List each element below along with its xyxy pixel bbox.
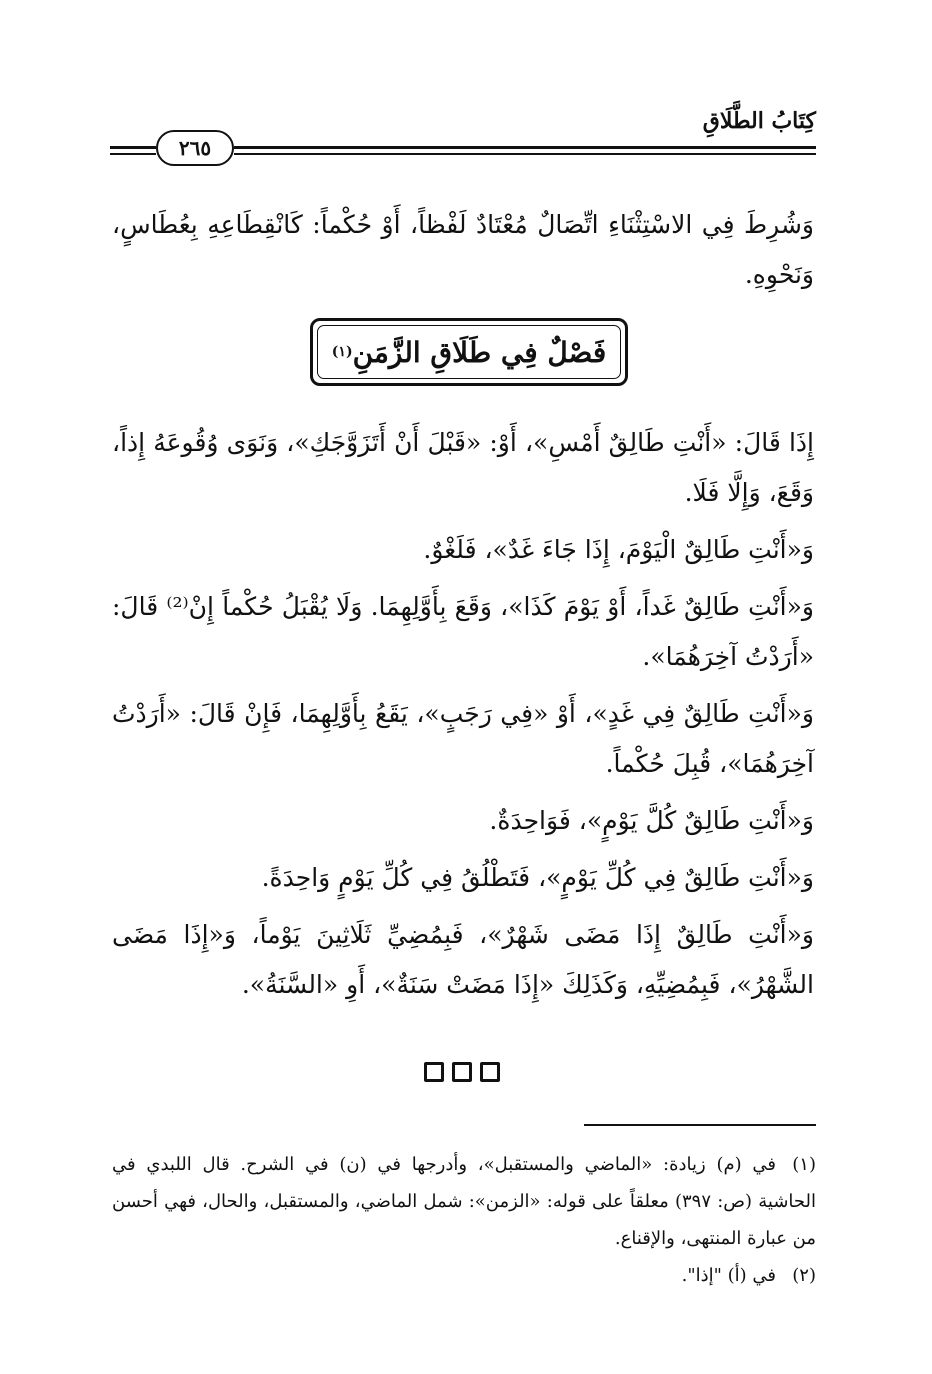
section-heading bbox=[317, 325, 621, 379]
paragraph: وَشُرِطَ فِي الاسْتِثْنَاءِ اتِّصَالٌ مُعْتَادٌ لَفْظاً، أَوْ حُكْماً: كَانْقِطَاعِهِ بِعُطَاسٍ، وَنَحْوِهِ. bbox=[112, 210, 814, 289]
header-rule bbox=[110, 153, 156, 155]
header-rule bbox=[234, 146, 816, 149]
book-title: كِتَابُ الطَّلَاقِ bbox=[702, 108, 816, 134]
footnote-ref: (١) bbox=[331, 344, 353, 360]
header-rule bbox=[110, 146, 156, 149]
footnote-separator bbox=[584, 1124, 816, 1126]
paragraph: وَ«أَنْتِ طَالِقٌ غَداً، أَوْ يَوْمَ كَذَا»، وَقَعَ بِأَوَّلِهِمَا. وَلَا يُقْبَلُ حُكْماً إِنْ⁽²⁾ قَالَ: «أَرَدْتُ آخِرَهُمَا». bbox=[112, 592, 814, 671]
footnote-number: (٢) bbox=[792, 1265, 816, 1286]
square-ornament-icon bbox=[480, 1062, 500, 1082]
footnote bbox=[112, 1257, 816, 1294]
footnote bbox=[112, 1146, 816, 1257]
paragraph: إِذَا قَالَ: «أَنْتِ طَالِقٌ أَمْسِ»، أَوْ: «قَبْلَ أَنْ أَتَزَوَّجَكِ»، وَنَوَى وُقُوعَهُ إِذاً، وَقَعَ، وَإِلَّا فَلَا. bbox=[112, 428, 814, 507]
section-end-ornament bbox=[424, 1062, 524, 1088]
square-ornament-icon bbox=[452, 1062, 472, 1082]
page-number: ٢٦٥ bbox=[156, 130, 234, 166]
footnote-number: (١) bbox=[792, 1154, 816, 1175]
section-heading-text: فَصْلٌ فِي طَلَاقِ الزَّمَنِ bbox=[352, 335, 607, 369]
body-text bbox=[112, 418, 814, 1017]
paragraph: وَ«أَنْتِ طَالِقٌ فِي غَدٍ»، أَوْ «فِي رَجَبٍ»، يَقَعُ بِأَوَّلِهِمَا، فَإِنْ قَالَ: «أَرَدْتُ آخِرَهُمَا»، قُبِلَ حُكْماً. bbox=[112, 699, 814, 778]
running-header bbox=[110, 108, 816, 158]
footnote-text: في (م) زيادة: «الماضي والمستقبل»، وأدرجها في (ن) في الشرح. قال اللبدي في الحاشية (ص: ٣٩٧) معلقاً على قوله: «الزمن»: شمل الماضي، والمستقبل، والحال، فهي أحسن من عبارة المنتهى، والإقناع. bbox=[112, 1154, 817, 1249]
footnote-text: في (أ) "إذا". bbox=[681, 1265, 776, 1286]
paragraph: وَ«أَنْتِ طَالِقٌ كُلَّ يَوْمٍ»، فَوَاحِدَةٌ. bbox=[489, 806, 814, 835]
paragraph: وَ«أَنْتِ طَالِقٌ فِي كُلِّ يَوْمٍ»، فَتَطْلُقُ فِي كُلِّ يَوْمٍ وَاحِدَةً. bbox=[261, 863, 814, 892]
header-rule bbox=[234, 153, 816, 155]
footnotes bbox=[112, 1146, 816, 1294]
paragraph: وَ«أَنْتِ طَالِقٌ إِذَا مَضَى شَهْرٌ»، فَبِمُضِيِّ ثَلَاثِينَ يَوْماً، وَ«إِذَا مَضَى الشَّهْرُ»، فَبِمُضِيِّهِ، وَكَذَلِكَ «إِذَا مَضَتْ سَنَةٌ»، أَوِ «السَّنَةُ». bbox=[112, 920, 814, 999]
square-ornament-icon bbox=[424, 1062, 444, 1082]
body-text-top bbox=[112, 200, 814, 307]
section-heading-box bbox=[310, 318, 628, 386]
paragraph: وَ«أَنْتِ طَالِقٌ الْيَوْمَ، إِذَا جَاءَ غَدٌ»، فَلَغْوٌ. bbox=[423, 535, 814, 564]
